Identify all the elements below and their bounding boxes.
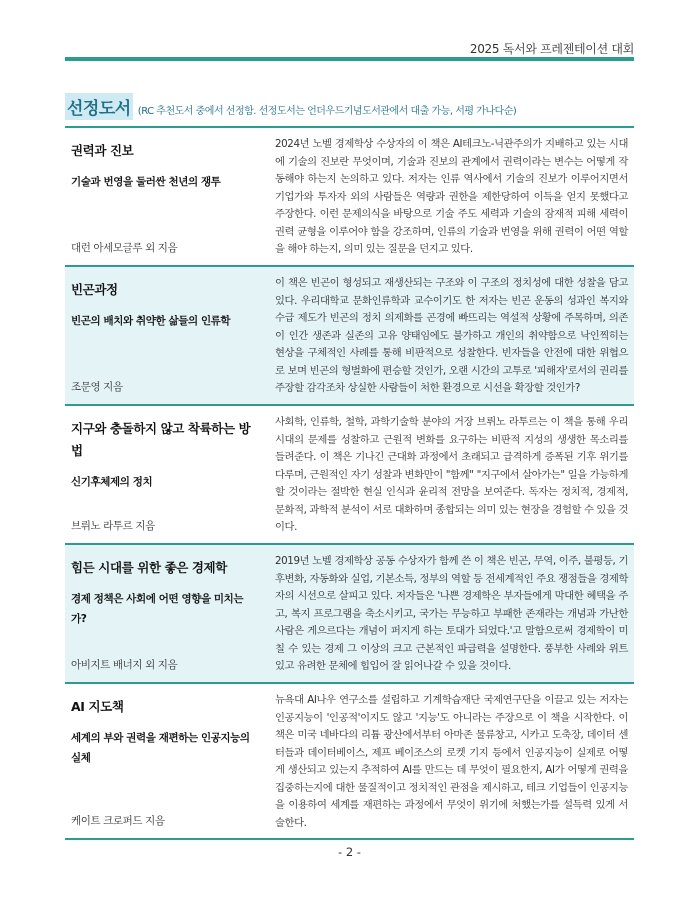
book-subtitle: 빈곤의 배치와 취약한 삶들의 인류학 — [71, 315, 231, 327]
book-info-cell — [65, 127, 257, 266]
book-description: 사회학, 인류학, 철학, 과학기술학 분야의 거장 브뤼노 라투르는 이 책을 통해 우리 시대의 문제를 성찰하고 근원적 변화를 요구하는 비판적 지성의 생생한 목소리를 들려준다. 이 책은 기나긴 근대화 과정에서 초래되고 급격하게 증폭된 기후 위기를 다루며, 근원적인 자기 성찰과 변화만이 "함께" "지구에서 살아가는" 일을 가능하게 할 것이라는 절박한 현실 인식과 윤리적 전망을 보여준다. 독자는 정치적, 경제적, 문화적, 과학적 분석이 서로 대화하며 종합되는 의미 있는 현장을 경험할 수 있을 것이다. — [257, 405, 634, 544]
header-rule — [65, 57, 634, 61]
book-title: 권력과 진보 — [71, 143, 134, 158]
book-title: 빈곤과정 — [71, 282, 118, 297]
book-subtitle: 신기후체제의 정치 — [71, 476, 153, 488]
section-title: 선정도서 — [65, 93, 133, 120]
section-heading — [65, 93, 634, 120]
book-row — [65, 544, 634, 683]
book-info-cell — [65, 683, 257, 839]
book-title: 지구와 충돌하지 않고 착륙하는 방법 — [71, 421, 251, 458]
book-description: 2024년 노벨 경제학상 수상자의 이 책은 AI테크노-닉관주의가 지배하고 있는 시대에 기술의 진보란 무엇이며, 기술과 진보의 관계에서 권력이라는 변수는 어떻게 작동해야 하는지 논의하고 있다. 저자는 인류 역사에서 기술의 진보가 이루어지면서 기업가와 투자자 외의 사람들은 역량과 권한을 제한당하여 이득을 얻지 못했다고 주장한다. 이런 문제의식을 바탕으로 기술 주도 세력과 기술의 잠재적 피해 세력이 권력 균형을 이루어야 함을 강조하며, 인류의 기술과 번영을 위해 권력이 어떤 역할을 해야 하는지, 의미 있는 질문을 던지고 있다. — [257, 127, 634, 266]
book-info-cell — [65, 405, 257, 544]
book-description: 이 책은 빈곤이 형성되고 재생산되는 구조와 이 구조의 정치성에 대한 성찰을 담고 있다. 우리대학교 문화인류학과 교수이기도 한 저자는 빈곤 운동의 성과인 복지와 수급 제도가 빈곤의 정치 의제화를 곤경에 빠뜨리는 역설적 상황에 주목하며, 의존이 인간 생존과 실존의 고유 양태임에도 불가하고 개인의 취약함으로 낙인찍히는 현상을 구체적인 사례를 통해 비판적으로 성찰한다. 빈자들을 안전에 대한 위협으로 보며 빈곤의 형벌화에 편승할 것인가, 오랜 시간의 고투로 '피해자'로서의 권리를 주장할 감각조차 상실한 사람들이 처한 환경으로 시선을 확장할 것인가? — [257, 266, 634, 405]
header-title: 2025 독서와 프레젠테이션 대회 — [469, 42, 634, 56]
book-author: 조문영 지음 — [71, 380, 123, 393]
book-author: 대런 아세모글루 외 지음 — [71, 241, 178, 254]
book-description: 2019년 노벨 경제학상 공동 수상자가 함께 쓴 이 책은 빈곤, 무역, 이주, 불평등, 기후변화, 자동화와 실업, 기본소득, 정부의 역할 등 전세계적인 주요 쟁점들을 경제학자의 시선으로 살피고 있다. 저자들은 '나쁜 경제학은 부자들에게 막대한 혜택을 주고, 복지 프로그램을 축소시키고, 국가는 무능하고 부패한 존재라는 개념과 가난한 사람은 게으르다는 개념이 퍼지게 하는 토대가 되었다.'고 말함으로써 경제학이 미칠 수 있는 경제 그 이상의 크고 근본적인 파급력을 설명한다. 풍부한 사례와 위트 있고 유려한 문체에 힙입어 잘 읽어나갈 수 있을 것이다. — [257, 544, 634, 683]
page-number: - 2 - — [338, 845, 361, 859]
book-author: 케이트 크로퍼드 지음 — [71, 814, 165, 827]
book-row — [65, 405, 634, 544]
book-row — [65, 127, 634, 266]
section-note: (RC 추천도서 중에서 선정함. 선정도서는 언더우드기념도서관에서 대출 가능, 서평 가나다순) — [137, 106, 517, 117]
book-subtitle: 기술과 번영을 둘러싼 천년의 쟁투 — [71, 176, 221, 188]
book-subtitle: 세계의 부와 권력을 재편하는 인공지능의 실체 — [71, 732, 250, 764]
book-table — [65, 126, 634, 840]
book-info-cell — [65, 266, 257, 405]
book-author: 브뤼노 라투르 지음 — [71, 519, 155, 532]
book-info-cell — [65, 544, 257, 683]
book-author: 아비지트 배너지 외 지음 — [71, 658, 178, 671]
book-row — [65, 266, 634, 405]
book-title: 힘든 시대를 위한 좋은 경제학 — [71, 560, 227, 575]
book-description: 뉴욕대 AI나우 연구소를 설립하고 기계학습재단 국제연구단을 이끌고 있는 저자는 인공지능이 '인공적'이지도 않고 '지능'도 아니라는 주장으로 이 책을 시작한다. 이 책은 미국 네바다의 리튬 광산에서부터 아마존 물류창고, 시카고 도축장, 데이터 센터들과 데이터베이스, 제프 베이조스의 로켓 기지 등에서 인공지능이 실제로 어떻게 생산되고 있는지 추적하여 AI를 만드는 데 무엇이 필요한지, AI가 어떻게 권력을 집중하는지에 대한 물질적이고 정치적인 관점을 제시하고, 테크 기업들이 인공지능을 이용하여 세계를 재편하는 과정에서 무엇이 위기에 처했는가를 설득력 있게 서술한다. — [257, 683, 634, 839]
book-row — [65, 683, 634, 839]
book-title: AI 지도책 — [71, 699, 124, 714]
book-subtitle: 경제 정책은 사회에 어떤 영향을 미치는가? — [71, 593, 244, 625]
